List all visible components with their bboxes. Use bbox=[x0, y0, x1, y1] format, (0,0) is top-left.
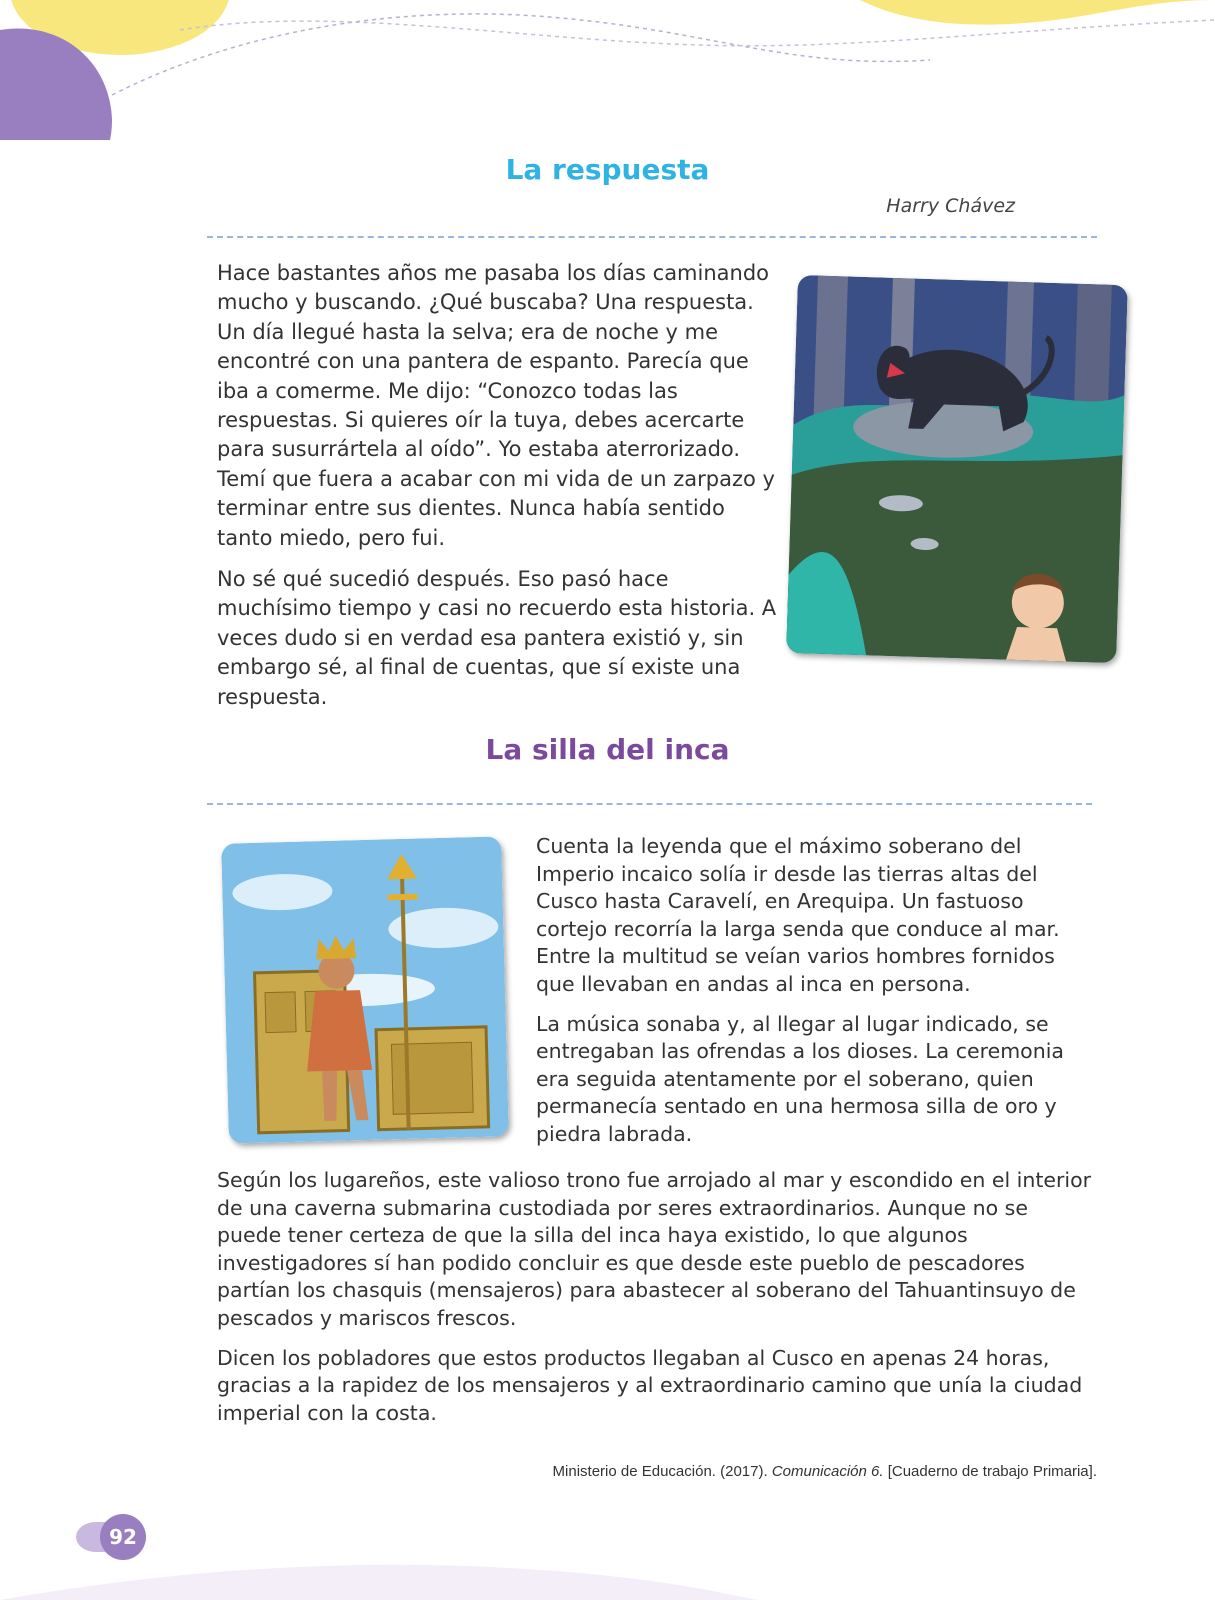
story1-body bbox=[217, 259, 787, 724]
citation-title: Comunicación 6. bbox=[771, 1463, 884, 1480]
inca-throne-illustration bbox=[221, 836, 509, 1143]
paragraph: Según los lugareños, este valioso trono fue arrojado al mar y escondido en el interior de una caverna submarina custodiada por seres extraordinarios. Aunque no se puede tener certeza de que la silla del inca haya existido, lo que algunos investigadores sí han podido concluir es que desde este pueblo de pescadores partían los chasquis (mensajeros) para abastecer al soberano del Tahuantinsuyo de pescados y mariscos frescos. bbox=[217, 1168, 1092, 1330]
story2-body-bottom bbox=[217, 1167, 1097, 1439]
story1-author: Harry Chávez bbox=[886, 195, 1015, 217]
paragraph: Cuenta la leyenda que el máximo soberano del Imperio incaico solía ir desde las tierras altas del Cusco hasta Caravelí, en Arequipa. Un fastuoso cortejo recorría la larga senda que conduce al mar. Entre la multitud se veían varios hombres fornidos que llevaban en andas al inca en persona. bbox=[536, 834, 1060, 996]
citation-text: [Cuaderno de trabajo Primaria]. bbox=[883, 1463, 1097, 1480]
page-number: 92 bbox=[100, 1514, 146, 1560]
story2-title: La silla del inca bbox=[485, 733, 730, 766]
source-citation bbox=[553, 1463, 1097, 1480]
panther-jungle-illustration bbox=[786, 275, 1128, 663]
paragraph: Hace bastantes años me pasaba los días caminando mucho y buscando. ¿Qué buscaba? Una respuesta. Un día llegué hasta la selva; era de noche y me encontré con una pantera de espanto. Parecía que iba a comerme. Me dijo: “Conozco todas las respuestas. Si quieres oír la tuya, debes acercarte para susurrártela al oído”. Yo estaba aterrorizado. Temí que fuera a acabar con mi vida de un zarpazo y terminar entre sus dientes. Nunca había sentido tanto miedo, pero fui. bbox=[217, 261, 775, 550]
divider bbox=[207, 803, 1092, 805]
story2-body-top bbox=[536, 833, 1096, 1161]
story1-title: La respuesta bbox=[505, 153, 710, 186]
paragraph: Dicen los pobladores que estos productos llegaban al Cusco en apenas 24 horas, gracias a la rapidez de los mensajeros y al extraordinario camino que unía la ciudad imperial con la costa. bbox=[217, 1345, 1083, 1425]
citation-text: Ministerio de Educación. (2017). bbox=[552, 1463, 772, 1480]
paragraph: No sé qué sucedió después. Eso pasó hace muchísimo tiempo y casi no recuerdo esta historia. A veces dudo si en verdad esa pantera existió y, sin embargo sé, al final de cuentas, que sí existe una respuesta. bbox=[217, 567, 777, 709]
divider bbox=[207, 236, 1097, 238]
footer-decoration bbox=[0, 1555, 1215, 1600]
header-decoration bbox=[0, 0, 1215, 140]
paragraph: La música sonaba y, al llegar al lugar indicado, se entregaban las ofrendas a los dioses. La ceremonia era seguida atentamente por el soberano, quien permanecía sentado en una hermosa silla de oro y piedra labrada. bbox=[536, 1011, 1064, 1146]
